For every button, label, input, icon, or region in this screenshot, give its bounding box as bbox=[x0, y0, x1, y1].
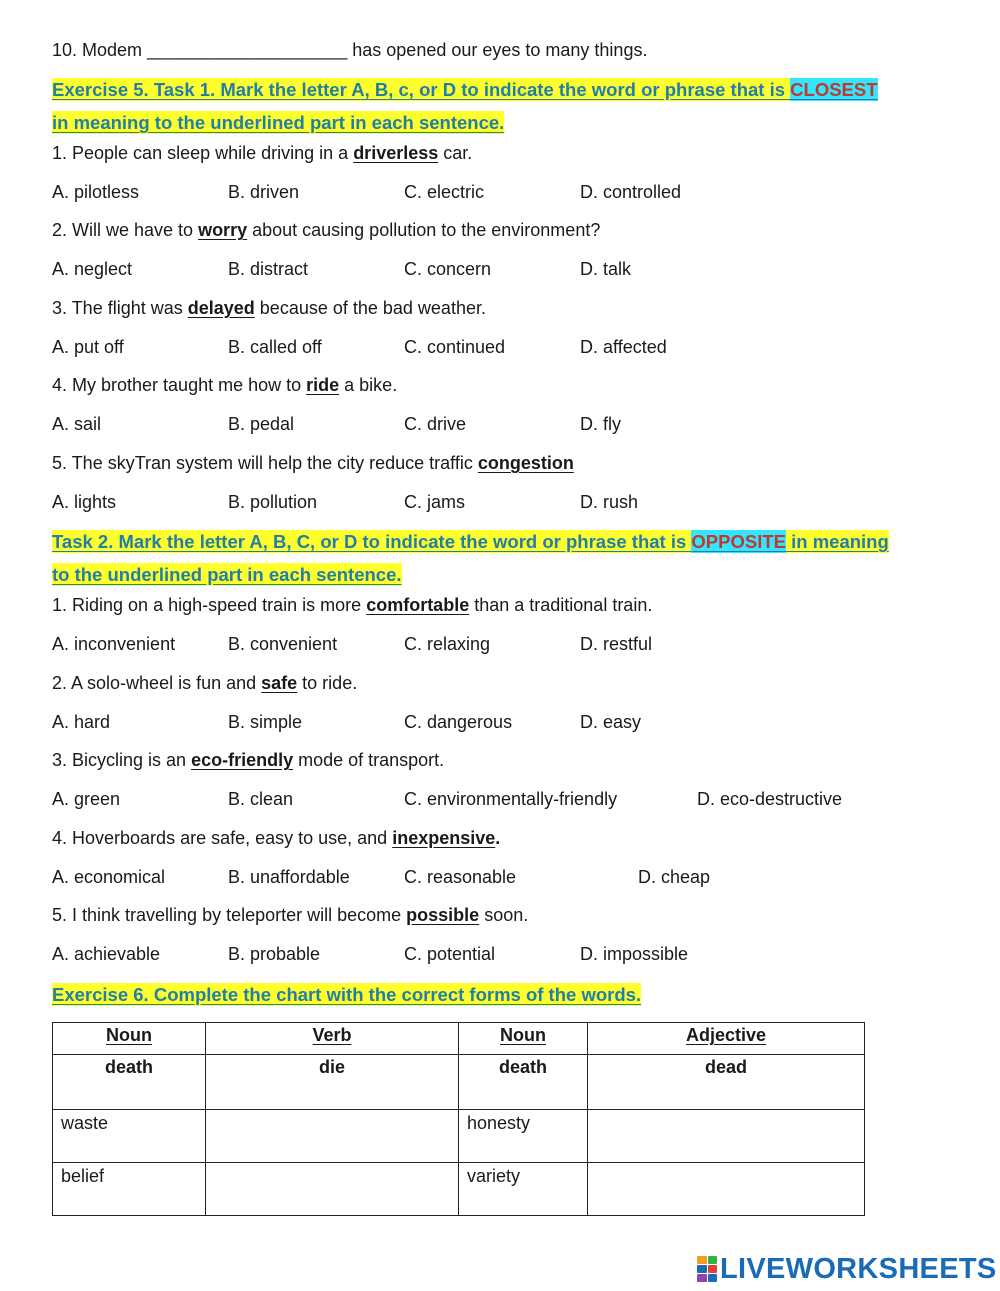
t2-q3-option-d[interactable]: D. eco-destructive bbox=[697, 789, 843, 809]
t2-q3-option-b[interactable]: B. clean bbox=[228, 789, 294, 809]
t2-q5-option-b[interactable]: B. probable bbox=[228, 944, 321, 964]
ex5-q1-option-b[interactable]: B. driven bbox=[228, 182, 300, 202]
t2-q2-option-a[interactable]: A. hard bbox=[52, 712, 111, 732]
t2-q5-option-d[interactable]: D. impossible bbox=[580, 944, 689, 964]
ex5-q5-pre: 5. The skyTran system will help the city reduce traffic bbox=[52, 453, 478, 473]
ex5-q1-option-c[interactable]: C. electric bbox=[404, 182, 485, 202]
chart-header-noun-1: Noun bbox=[53, 1023, 206, 1055]
keyword-opposite: OPPOSITE bbox=[691, 531, 786, 552]
exercise-5-heading bbox=[52, 78, 878, 102]
word-forms-chart bbox=[52, 1022, 865, 1216]
exercise-5-heading-line2 bbox=[52, 111, 504, 135]
question-10: 10. Modem ____________________ has opened our eyes to many things. bbox=[52, 40, 648, 60]
ex5-q3-option-b[interactable]: B. called off bbox=[228, 337, 322, 357]
chart-header-row bbox=[53, 1023, 865, 1055]
t2-question-3 bbox=[52, 749, 444, 771]
t2-q5-word: possible bbox=[406, 905, 480, 925]
t2-question-1 bbox=[52, 594, 652, 616]
t2-q2-option-c[interactable]: C. dangerous bbox=[404, 712, 513, 732]
row1-noun-1: waste bbox=[53, 1110, 206, 1163]
ex5-q1-option-d[interactable]: D. controlled bbox=[580, 182, 682, 202]
example-verb: die bbox=[206, 1055, 459, 1110]
ex5-q3-option-c[interactable]: C. continued bbox=[404, 337, 506, 357]
ex5-q3-option-a[interactable]: A. put off bbox=[52, 337, 124, 357]
logo-mark-icon bbox=[697, 1256, 717, 1282]
ex5-q2-post: about causing pollution to the environment? bbox=[247, 220, 601, 240]
t2-q3-option-a[interactable]: A. green bbox=[52, 789, 121, 809]
ex5-q3-option-d[interactable]: D. affected bbox=[580, 337, 667, 357]
ex5-q2-option-c[interactable]: C. concern bbox=[404, 259, 492, 279]
t2-q1-option-a[interactable]: A. inconvenient bbox=[52, 634, 176, 654]
t2-q1-word: comfortable bbox=[366, 595, 470, 615]
t2-q2-word: safe bbox=[261, 673, 298, 693]
row2-verb-blank[interactable] bbox=[206, 1163, 459, 1216]
ex5-q4-word: ride bbox=[306, 375, 340, 395]
row1-verb-blank[interactable] bbox=[206, 1110, 459, 1163]
chart-header-noun-2: Noun bbox=[459, 1023, 588, 1055]
logo-text: LIVEWORKSHEETS bbox=[720, 1252, 997, 1285]
exercise-5-heading-line2-text: in meaning to the underlined part in each sentence. bbox=[52, 112, 505, 133]
ex5-q5-word: congestion bbox=[477, 453, 574, 473]
ex5-q1-word: driverless bbox=[353, 143, 439, 163]
chart-row-1 bbox=[53, 1110, 865, 1163]
keyword-closest: CLOSEST bbox=[790, 79, 878, 100]
t2-q2-post: to ride. bbox=[297, 673, 358, 693]
t2-q5-option-a[interactable]: A. achievable bbox=[52, 944, 161, 964]
ex5-q1-post: car. bbox=[438, 143, 473, 163]
chart-header-adjective: Adjective bbox=[588, 1023, 865, 1055]
chart-example-row bbox=[53, 1055, 865, 1110]
example-noun-2: death bbox=[459, 1055, 588, 1110]
t2-q1-post: than a traditional train. bbox=[469, 595, 653, 615]
ex5-q5-option-d[interactable]: D. rush bbox=[580, 492, 639, 512]
ex5-question-4 bbox=[52, 374, 397, 396]
t2-q2-option-d[interactable]: D. easy bbox=[580, 712, 642, 732]
exercise-5-heading-text: Exercise 5. Task 1. Mark the letter A, B, c, or D to indicate the word or phrase that is bbox=[52, 79, 791, 100]
t2-q5-post: soon. bbox=[479, 905, 529, 925]
row1-adjective-blank[interactable] bbox=[588, 1110, 865, 1163]
row1-noun-2: honesty bbox=[459, 1110, 588, 1163]
ex5-q4-post: a bike. bbox=[339, 375, 398, 395]
t2-q2-pre: 2. A solo-wheel is fun and bbox=[52, 673, 262, 693]
ex5-q5-option-b[interactable]: B. pollution bbox=[228, 492, 318, 512]
ex5-question-5 bbox=[52, 452, 574, 474]
ex5-question-3 bbox=[52, 297, 486, 319]
ex5-q4-option-a[interactable]: A. sail bbox=[52, 414, 102, 434]
task-2-heading-line2 bbox=[52, 563, 402, 587]
ex5-q2-option-a[interactable]: A. neglect bbox=[52, 259, 133, 279]
ex5-q1-pre: 1. People can sleep while driving in a bbox=[52, 143, 354, 163]
t2-q5-pre: 5. I think travelling by teleporter will become bbox=[52, 905, 407, 925]
t2-q3-word: eco-friendly bbox=[191, 750, 294, 770]
ex5-q4-option-b[interactable]: B. pedal bbox=[228, 414, 295, 434]
ex5-q2-pre: 2. Will we have to bbox=[52, 220, 199, 240]
exercise-6-heading-text: Exercise 6. Complete the chart with the correct forms of the words. bbox=[52, 984, 642, 1005]
ex5-q3-word: delayed bbox=[187, 298, 255, 318]
ex5-q2-word: worry bbox=[198, 220, 248, 240]
ex5-q3-pre: 3. The flight was bbox=[52, 298, 188, 318]
ex5-q2-option-d[interactable]: D. talk bbox=[580, 259, 632, 279]
t2-q4-option-b[interactable]: B. unaffordable bbox=[228, 867, 350, 887]
t2-q1-option-c[interactable]: C. relaxing bbox=[404, 634, 491, 654]
task-2-heading-text: Task 2. Mark the letter A, B, C, or D to indicate the word or phrase that is bbox=[52, 531, 692, 552]
t2-q1-pre: 1. Riding on a high-speed train is more bbox=[52, 595, 367, 615]
t2-q1-option-b[interactable]: B. convenient bbox=[228, 634, 338, 654]
example-noun-1: death bbox=[53, 1055, 206, 1110]
ex5-q2-option-b[interactable]: B. distract bbox=[228, 259, 309, 279]
t2-q3-option-c[interactable]: C. environmentally-friendly bbox=[404, 789, 618, 809]
task-2-heading bbox=[52, 530, 889, 554]
t2-q3-pre: 3. Bicycling is an bbox=[52, 750, 192, 770]
ex5-q5-option-a[interactable]: A. lights bbox=[52, 492, 117, 512]
t2-q5-option-c[interactable]: C. potential bbox=[404, 944, 496, 964]
t2-q4-post: . bbox=[495, 828, 501, 848]
ex5-q4-option-c[interactable]: C. drive bbox=[404, 414, 467, 434]
t2-q4-word: inexpensive bbox=[392, 828, 496, 848]
t2-question-4 bbox=[52, 827, 500, 849]
t2-question-5 bbox=[52, 904, 528, 926]
ex5-q5-option-c[interactable]: C. jams bbox=[404, 492, 466, 512]
ex5-question-2 bbox=[52, 219, 600, 241]
ex5-q4-pre: 4. My brother taught me how to bbox=[52, 375, 307, 395]
ex5-q3-post: because of the bad weather. bbox=[254, 298, 486, 318]
exercise-6-heading bbox=[52, 983, 641, 1007]
t2-q2-option-b[interactable]: B. simple bbox=[228, 712, 303, 732]
chart-header-verb: Verb bbox=[206, 1023, 459, 1055]
t2-q4-option-c[interactable]: C. reasonable bbox=[404, 867, 517, 887]
row2-noun-1: belief bbox=[53, 1163, 206, 1216]
t2-q4-option-d[interactable]: D. cheap bbox=[638, 867, 711, 887]
ex5-question-1 bbox=[52, 142, 472, 164]
ex5-q1-option-a[interactable]: A. pilotless bbox=[52, 182, 140, 202]
t2-question-2 bbox=[52, 672, 357, 694]
row2-noun-2: variety bbox=[459, 1163, 588, 1216]
task-2-heading-post: in meaning bbox=[785, 531, 889, 552]
t2-q3-post: mode of transport. bbox=[293, 750, 445, 770]
t2-q1-option-d[interactable]: D. restful bbox=[580, 634, 653, 654]
t2-q4-pre: 4. Hoverboards are safe, easy to use, and bbox=[52, 828, 393, 848]
example-adjective: dead bbox=[588, 1055, 865, 1110]
t2-q4-option-a[interactable]: A. economical bbox=[52, 867, 166, 887]
chart-row-2 bbox=[53, 1163, 865, 1216]
ex5-q4-option-d[interactable]: D. fly bbox=[580, 414, 622, 434]
liveworksheets-logo bbox=[697, 1254, 997, 1284]
task-2-heading-line2-text: to the underlined part in each sentence. bbox=[52, 564, 402, 585]
row2-adjective-blank[interactable] bbox=[588, 1163, 865, 1216]
